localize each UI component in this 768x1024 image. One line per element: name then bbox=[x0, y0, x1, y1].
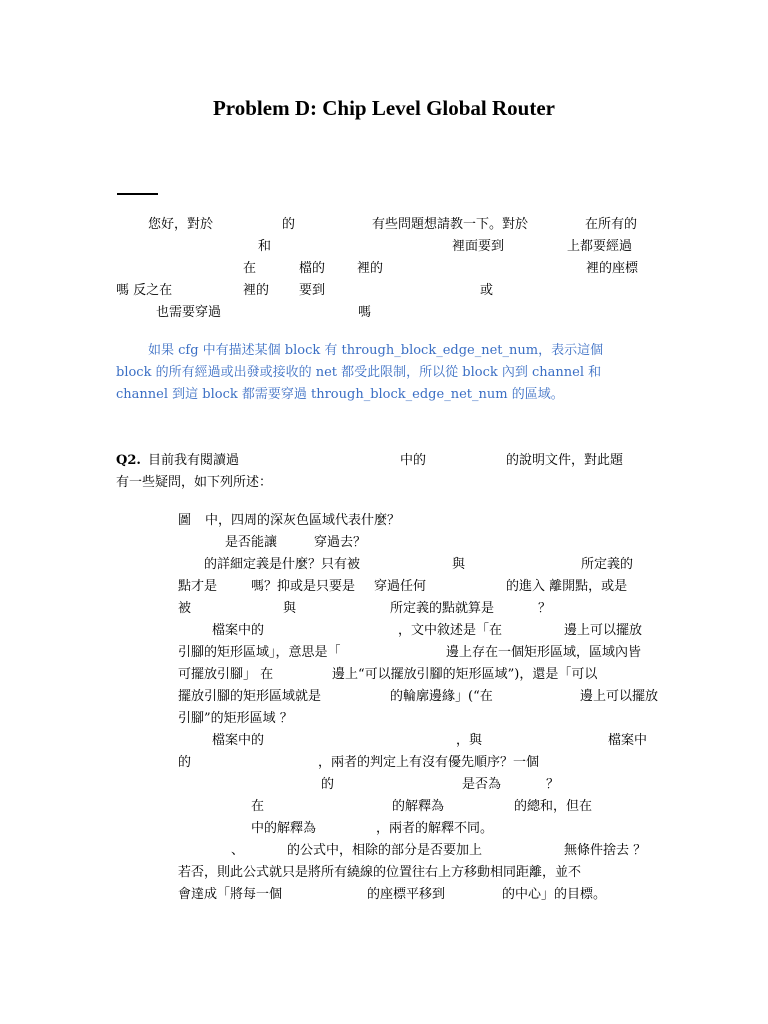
text-fragment: 穿過任何 bbox=[374, 579, 427, 594]
text-fragment: 可擺放引腳」 在 bbox=[178, 667, 274, 682]
text-fragment: 中，四周的深灰色區域代表什麼？ bbox=[205, 513, 401, 528]
text-fragment: 、 bbox=[231, 843, 245, 858]
text-fragment: 會達成「將每一個 bbox=[178, 887, 283, 902]
text-fragment: 嗎 bbox=[358, 305, 372, 320]
text-fragment: 或 bbox=[480, 283, 494, 298]
text-fragment: 的進入 離開點，或是 bbox=[506, 579, 628, 594]
text-fragment: 中的 bbox=[400, 453, 427, 468]
text-fragment: 裡的 bbox=[243, 283, 270, 298]
text-fragment: 引腳”的矩形區域 ？ bbox=[178, 711, 293, 726]
text-fragment: 在所有的 bbox=[585, 217, 638, 232]
text-fragment: 有些問題想請教一下。對於 bbox=[372, 217, 529, 232]
text-fragment: 嗎 反之在 bbox=[116, 283, 173, 298]
text-fragment: 的輪廓邊緣」(“在 bbox=[390, 689, 493, 704]
text-fragment: 邊上“可以擺放引腳的矩形區域”)，還是「可以 bbox=[332, 667, 598, 682]
text-fragment: 擺放引腳的矩形區域就是 bbox=[178, 689, 322, 704]
text-fragment: 的解釋為 bbox=[392, 799, 445, 814]
text-fragment: 檔案中 bbox=[608, 733, 648, 748]
text-fragment: 檔案中的 bbox=[212, 623, 265, 638]
text-fragment: 您好，對於 bbox=[148, 217, 214, 232]
text-fragment: 圖 bbox=[178, 513, 192, 528]
text-fragment: 是否為 bbox=[462, 777, 502, 792]
text-fragment: 檔的 bbox=[299, 261, 326, 276]
text-fragment: 與 bbox=[452, 557, 466, 572]
answer-line: channel 到這 block 都需要穿過 through_block_edge_net_num 的區域。 bbox=[116, 387, 564, 402]
text-fragment: 若否，則此公式就只是將所有繞線的位置往右上方移動相同距離，並不 bbox=[178, 865, 582, 880]
text-fragment: ，文中敘述是「在 bbox=[398, 623, 503, 638]
text-fragment: 點才是 bbox=[178, 579, 218, 594]
text-fragment: 所定義的點就算是 bbox=[390, 601, 495, 616]
text-fragment: 裡的座標 bbox=[586, 261, 639, 276]
text-fragment: ？ bbox=[538, 601, 552, 616]
text-fragment: 的 bbox=[178, 755, 192, 770]
text-fragment: 也需要穿過 bbox=[156, 305, 222, 320]
text-fragment: 與 bbox=[283, 601, 297, 616]
text-fragment: 邊上可以擺放 bbox=[580, 689, 659, 704]
text-fragment: 有一些疑問，如下列所述： bbox=[116, 475, 273, 490]
text-fragment: 引腳的矩形區域」，意思是「 bbox=[178, 645, 341, 660]
text-fragment: 無條件捨去 ？ bbox=[564, 843, 647, 858]
question-2-label: Q2. bbox=[116, 453, 141, 468]
text-fragment: 要到 bbox=[299, 283, 326, 298]
text-fragment: 檔案中的 bbox=[212, 733, 265, 748]
text-fragment: 的公式中，相除的部分是否要加上 bbox=[287, 843, 483, 858]
text-fragment: 的中心」的目標。 bbox=[502, 887, 607, 902]
text-fragment: 目前我有閱讀過 bbox=[148, 453, 240, 468]
text-fragment: 的詳細定義是什麼？只有被 bbox=[204, 557, 361, 572]
text-fragment: 的 bbox=[321, 777, 335, 792]
answer-line: 如果 cfg 中有描述某個 block 有 through_block_edge_net_num，表示這個 bbox=[148, 343, 604, 358]
text-fragment: 裡的 bbox=[357, 261, 384, 276]
text-fragment: 上都要經過 bbox=[567, 239, 633, 254]
answer-line: block 的所有經過或出發或接收的 net 都受此限制，所以從 block 內到 channel 和 bbox=[116, 365, 602, 380]
text-fragment: 在 bbox=[243, 261, 257, 276]
text-fragment: 穿過去？ bbox=[314, 535, 367, 550]
text-fragment: 的 bbox=[282, 217, 296, 232]
text-fragment: 邊上存在一個矩形區域，區域內皆 bbox=[446, 645, 642, 660]
text-fragment: 中的解釋為 bbox=[251, 821, 317, 836]
text-fragment: 和 bbox=[258, 239, 272, 254]
text-fragment: ，兩者的解釋不同。 bbox=[376, 821, 494, 836]
page-title: Problem D: Chip Level Global Router bbox=[212, 96, 555, 120]
text-fragment: 被 bbox=[178, 601, 192, 616]
text-fragment: ，與 bbox=[456, 733, 483, 748]
text-fragment: 的座標平移到 bbox=[367, 887, 446, 902]
text-fragment: ？ bbox=[546, 777, 560, 792]
text-fragment: 裡面要到 bbox=[452, 239, 505, 254]
text-fragment: 是否能讓 bbox=[225, 535, 278, 550]
text-fragment: 所定義的 bbox=[581, 557, 634, 572]
text-fragment: 嗎？抑或是只要是 bbox=[251, 579, 356, 594]
text-fragment: 邊上可以擺放 bbox=[564, 623, 643, 638]
text-fragment: 在 bbox=[251, 799, 265, 814]
text-fragment: 的說明文件，對此題 bbox=[506, 453, 624, 468]
text-fragment: 的總和，但在 bbox=[514, 799, 593, 814]
text-fragment: ，兩者的判定上有沒有優先順序？一個 bbox=[318, 755, 540, 770]
section-divider bbox=[117, 193, 158, 195]
